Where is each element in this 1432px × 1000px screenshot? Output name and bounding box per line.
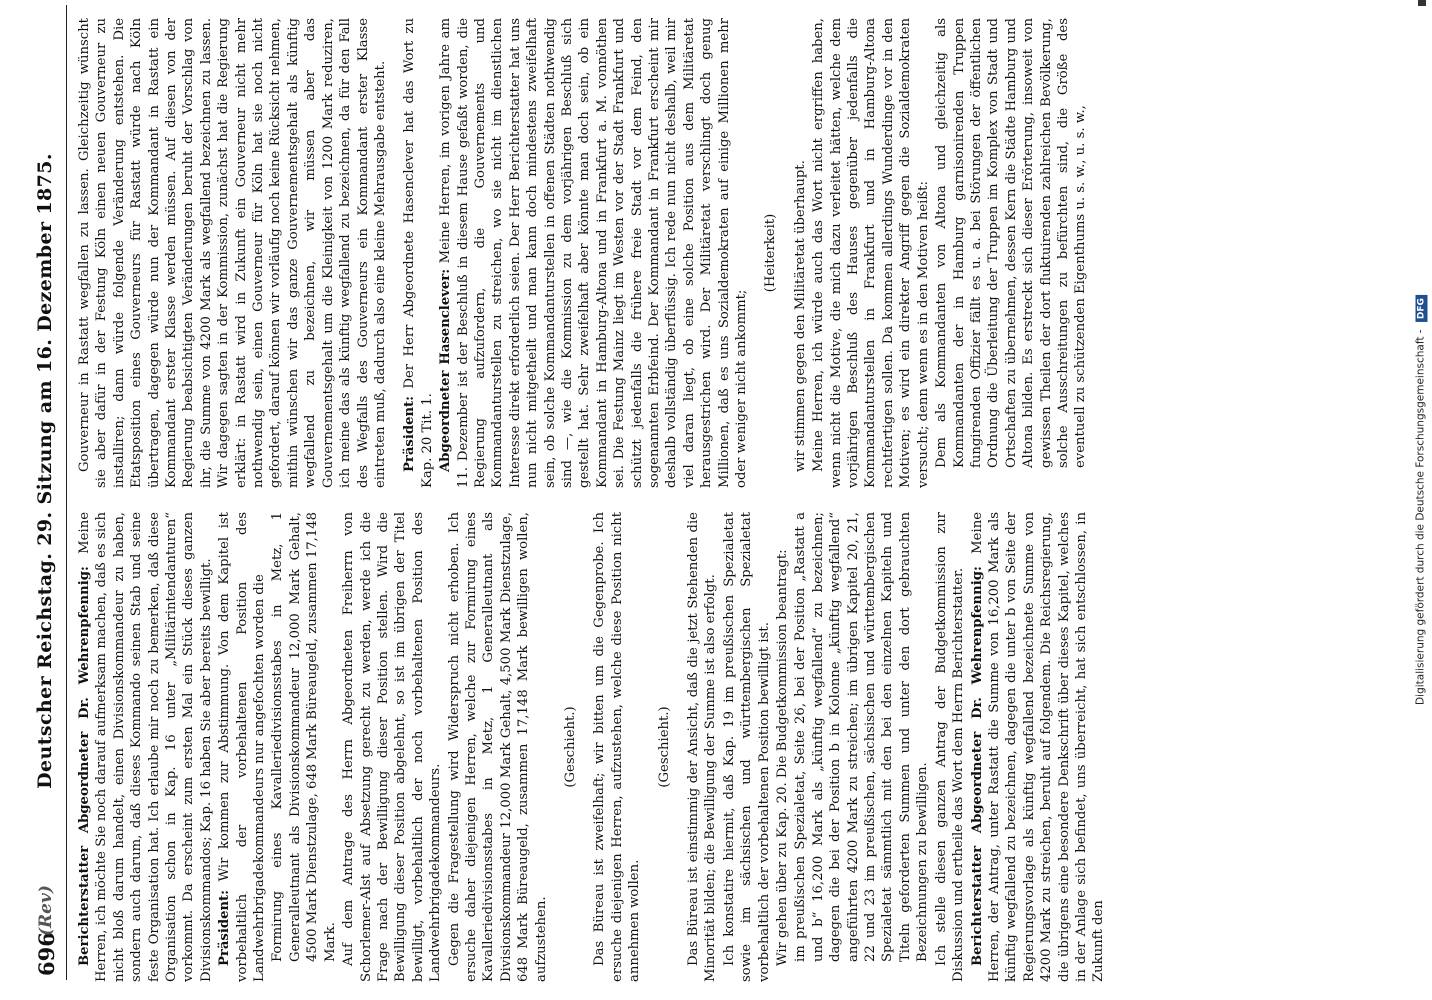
paragraph bbox=[76, 18, 389, 488]
header-rule bbox=[66, 5, 67, 980]
digitization-credit bbox=[1413, 20, 1429, 980]
speaker-name: Berichterstatter Abgeordneter Dr. Wehrenpfennig: bbox=[77, 566, 92, 966]
paragraph bbox=[762, 18, 779, 488]
page-mark: (Rev) bbox=[36, 885, 56, 936]
paragraph bbox=[591, 512, 643, 982]
paragraph-text: Das Büreau ist zweifelhaft; wir bitten um die Gegenprobe. Ich ersuche diejenigen Herren, aufzustehen, welche diese Position nicht annehmen wollen. bbox=[592, 512, 643, 982]
paragraph-text: Meine Herren, ich möchte Sie noch darauf aufmerksam machen, daß es sich nicht bloß darum handelt, einen Divisionskommandeur zu haben, sondern auch darum, daß dieses Kommando seinen Stab und seine feste Organisation hat. Ich erlaube mir noch zu bemerken, daß diese Organisation schon in Kap. 16 unter „Militärintendanturen“ vorkommt. Da erscheint zum ersten Mal ein Stück dieses ganzen Divisionskommandos; Kap. 16 haben Sie aber bereits bewilligt. bbox=[77, 512, 214, 982]
paragraph-text: (Heiterkeit) bbox=[763, 213, 779, 293]
page-header bbox=[28, 4, 68, 996]
paragraph bbox=[216, 512, 268, 982]
credit-text: Digitalisierung gefördert durch die Deutsche Forschungsgemeinschaft - bbox=[1414, 329, 1427, 705]
speaker-name: Abgeordneter Hasenclever: bbox=[438, 268, 454, 472]
speaker-name: Berichterstatter Abgeordneter Dr. Wehrenpfennig: bbox=[969, 566, 985, 966]
scan-corner-mark bbox=[1418, 0, 1426, 6]
page-number: 696 bbox=[34, 932, 59, 976]
paragraph bbox=[774, 512, 791, 982]
credit-text-line bbox=[1415, 295, 1428, 705]
paragraph-text: Wir gehen über zu Kap. 20. Die Budgetkommission beantragt: bbox=[775, 549, 791, 966]
paragraph-text: (Geschieht.) bbox=[562, 706, 578, 788]
paragraph bbox=[340, 512, 444, 982]
paragraph bbox=[656, 512, 673, 982]
paragraph bbox=[562, 512, 579, 982]
running-title: Deutscher Reichstag. 29. Sitzung am 16. Dezember 1875. bbox=[34, 153, 56, 789]
paragraph-text: wir stimmen gegen den Militäretat überhaupt. bbox=[792, 160, 808, 472]
paragraph-text: Meine Herren, ich würde auch das Wort nicht ergriffen haben, wenn nicht die Motive, die mich dazu verleitet hätten, welche dem vorjährigen Beschluß des Hauses gegenüber jedenfalls die Kommandanturstellen in Frankfurt und in Hamburg-Altona rechtfertigen sollen. Da kommen allerdings Wunderdinge vor in den Motiven; es wird ein direkter Angriff gegen die Sozialdemokraten versucht; denn wenn es in den Motiven heißt: bbox=[811, 18, 931, 488]
paragraph bbox=[437, 18, 750, 488]
paragraph-text: Ich konstatire hiermit, daß Kap. 19 im preußischen Spezialetat sowie im sächsischen und württembergischen Spezialetat vorbehaltlich der vorbehaltenen Position bewilligt ist. bbox=[721, 512, 772, 982]
paragraph-text: (Geschieht.) bbox=[656, 706, 672, 788]
paragraph bbox=[933, 18, 1090, 488]
paragraph bbox=[76, 512, 215, 982]
paragraph bbox=[401, 18, 436, 488]
paragraph-text: Gouverneur in Rastatt wegfallen zu lassen. Gleichzeitig wünscht sie aber dafür in der Festung Köln einen neuen Gouverneur zu installiren; dann würde folgende Veränderung entstehen. Die Etatsposition eines Gouverneurs für Rastatt würde nach Köln übertragen, dagegen würde nun der Kommandant in Rastatt ein Kommandant erster Klasse werden müssen. Auf diesen von der Regierung beabsichtigten Veränderungen beruht der Vorschlag von ihr, die Summe von 4200 Mark als wegfallend bezeichnen zu lassen. Wir dagegen sagten in der Kommission, zunächst hat die Regierung erklärt: in Rastatt wird in Zukunft ein Gouverneur nicht mehr nothwendig sein, einen Gouverneur für Köln hat sie noch nicht gefordert, darauf können wir vorläufig noch keine Rücksicht nehmen, mithin wünschen wir das ganze Gouvernementsgehalt als künftig wegfallend zu bezeichnen, wir müssen aber das Gouvernementsgehalt um die Kleinigkeit von 1200 Mark reduziren, ich meine das als künftig wegfallend zu bezeichnen, da für den Fall des Wegfalls des Gouverneurs ein Kommandant erster Klasse eintreten muß, dadurch also eine kleine Mehrausgabe entsteht. bbox=[77, 18, 388, 488]
paragraph-text: Der Herr Abgeordnete Hasenclever hat das Wort zu Kap. 20 Tit. 1. bbox=[402, 18, 435, 488]
paragraph bbox=[792, 18, 809, 488]
paragraph-text: Meine Herren, der Antrag, unter Rastatt die Summe von 16,200 Mark als künftig wegfallend zu bezeichnen, dagegen die unter b von Seite der Regierungsvorlage als künftig wegfallend bezeichnete Summe von 4200 Mark zu streichen, beruht auf folgendem. Die Reichsregierung, die übrigens eine besondere Denkschrift über dieses Kapitel, welches in der Anlage sich befindet, uns überreicht, hat sich entschlossen, in Zukunft den bbox=[969, 512, 1107, 982]
dfg-logo: DFG bbox=[1416, 295, 1428, 322]
paragraph-text: Dem als Kommandanten von Altona und gleichzeitig als Kommandanten der in Hamburg garnisonirenden Truppen fungirenden Offizier fällt es u. a. bei Störungen der öffentlichen Ordnung die Überleitung der Truppen im Komplex von Stadt und Ortschaften zu übernehmen, dessen Kern die Städte Hamburg und Altona bilden. Es erstreckt sich dieser Erörterung, insoweit von gewissen Theilen der dort fluktuirenden zahlreichen Bevölkerung, solche Ausschreitungen zu befürchten sind, die Größe des eventuell zu schützenden Eigenthums u. s. w., u. s. w., bbox=[934, 18, 1089, 468]
text-column-left bbox=[76, 512, 1391, 982]
paragraph bbox=[792, 512, 931, 982]
paragraph-text: Das Büreau ist einstimmig der Ansicht, daß die jetzt Stehenden die Minorität bilden; die Bewilligung der Summe ist also erfolgt. bbox=[686, 512, 719, 982]
paragraph bbox=[721, 512, 773, 982]
paragraph bbox=[810, 18, 932, 488]
paragraph-text: Auf dem Antrage des Herrn Abgeordneten Freiherrn von Schorlemer-Alst auf Absetzung gerecht zu werden, werde ich die Frage nach der Bewilligung dieser Position stellen. Wird die Bewilligung dieser Position abgelehnt, so ist im übrigen der Titel bewilligt, vorbehaltlich der noch vorbehaltenen Position des Landwehrbrigadekommandeurs. bbox=[341, 512, 444, 982]
paragraph bbox=[685, 512, 720, 982]
speaker-name: Präsident: bbox=[217, 889, 233, 966]
paragraph-text: im preußischen Spezialetat, Seite 26, bei der Position „Rastatt a und b“ 16,200 Mark als „künftig wegfallend“ zu bezeichnen; dagegen die bei der Position b in Kolonne „künftig wegfallend“ angeführten 4200 Mark zu streichen; im übrigen Kapitel 20, 21, 22 und 23 im preußischen, sächsischen und württembergischen Spezialetat sämmtlich mit den bei den einzelnen Kapiteln und Titeln geforderten Summen und unter den dort gebrauchten Bezeichnungen zu bewilligen. bbox=[793, 512, 931, 962]
paragraph-text: Ich stelle diesen ganzen Antrag der Budgetkommission zur Diskussion und ertheile das Wort dem Herrn Berichterstatter. bbox=[933, 512, 967, 982]
paragraph-text: Formirung eines Kavalleriedivisionsstabes in Metz, 1 Generalleutnant als Divisionskommandeur 12,000 Mark Gehalt, 4500 Mark Dienstzulage, 648 Mark Büreaugeld, zusammen 17,148 Mark. bbox=[270, 512, 338, 962]
paragraph-text: Wir kommen zur Abstimmung. Von dem Kapitel ist vorbehaltlich der vorbehaltenen Position des Landwehrbrigadekommandeurs nur angefochten worden die bbox=[217, 512, 268, 982]
speaker-name: Präsident: bbox=[402, 395, 418, 472]
paragraph bbox=[269, 512, 339, 982]
text-column-right bbox=[76, 18, 1391, 488]
paragraph bbox=[969, 512, 1108, 982]
paragraph-text: Meine Herren, im vorigen Jahre am 11. Dezember ist der Beschluß in diesem Hause gefaßt worden, die Regierung aufzufordern, die Gouvernements und Kommandanturstellen zu streichen, wo sie nicht im dienstlichen Interesse direkt erforderlich seien. Der Herr Berichterstatter hat uns nun nicht mitgetheilt und man kann doch mindestens zweifelhaft sein, ob solche Kommandanturstellen in offenen Städten nothwendig sind —, wie die Kommission zu dem vorjährigen Beschluß sich gestellt hat. Sehr zweifelhaft aber könnte man doch sein, ob ein Kommandant in Hamburg-Altona und in Frankfurt a. M. vonnöthen sei. Die Festung Mainz liegt im Westen vor der Stadt Frankfurt und schützt jedenfalls die frühere freie Stadt vor dem Feind, den sogenannten Erbfeind. Der Kommandant in Frankfurt erscheint mir deshalb vollständig überflüssig. Ich rede nun nicht deshalb, weil mir viel daran liegt, ob eine solche Position aus dem Militäretat herausgestrichen wird. Der Militäretat verschlingt doch genug Millionen, daß es uns Sozialdemokraten auf einige Millionen mehr oder weniger nicht ankommt; bbox=[438, 18, 750, 488]
paragraph-text: Gegen die Fragestellung wird Widerspruch nicht erhoben. Ich ersuche daher diejenigen Herren, welche zur Formirung eines Kavalleriedivisionsstabes in Metz, 1 Generalleutnant als Divisionskommandeur 12,000 Mark Gehalt, 4,500 Mark Dienstzulage, 648 Mark Büreaugeld, zusammen 17,148 Mark bewilligen wollen, aufzustehen. bbox=[446, 512, 549, 982]
paragraph bbox=[446, 512, 550, 982]
paragraph bbox=[933, 512, 968, 982]
